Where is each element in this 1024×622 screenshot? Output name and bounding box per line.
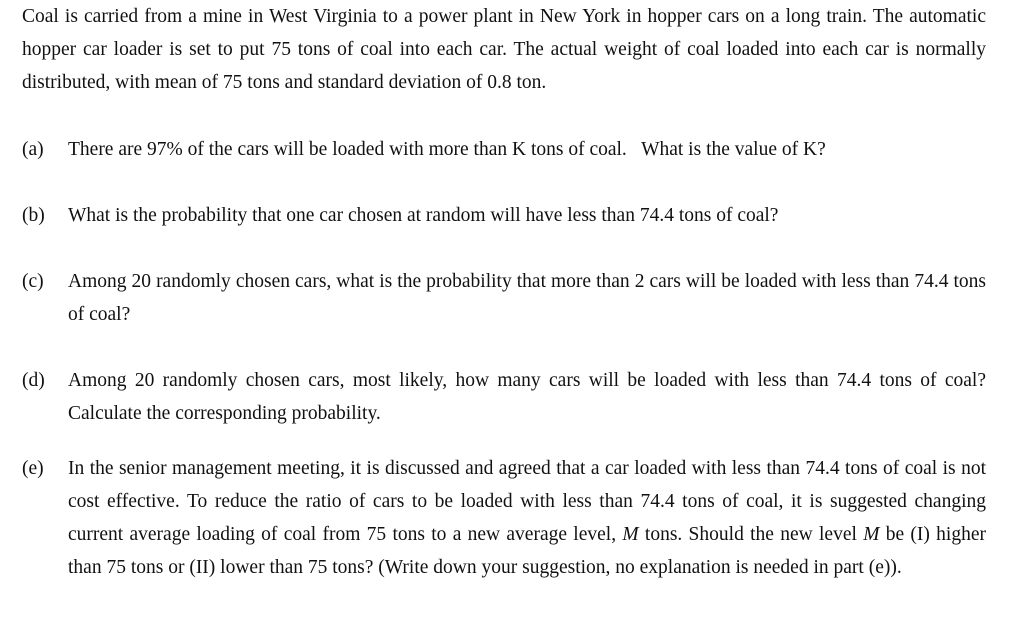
question-text: Among 20 randomly chosen cars, what is the probability that more than 2 cars will be loaded with less than 74.4 tons of coal? bbox=[68, 271, 986, 325]
variable-m: M bbox=[863, 524, 880, 545]
question-e bbox=[22, 452, 986, 584]
question-label: (d) bbox=[22, 370, 45, 391]
question-a bbox=[22, 133, 986, 166]
question-b bbox=[22, 199, 986, 232]
question-text-part: tons. Should the new level bbox=[638, 524, 864, 545]
question-text-part: In the senior management meeting, it is discussed and agreed that a car loaded with less than 74.4 tons of coal is not cost effective. To reduce the ratio of cars to be loaded with less than 74.4 tons of coal, it is suggested changing current average loading of coal from 75 tons to a new average level, bbox=[68, 458, 986, 545]
question-c bbox=[22, 265, 986, 331]
question-text bbox=[68, 452, 986, 584]
question-d bbox=[22, 364, 986, 430]
question-text-part: be (I) higher than 75 tons or (II) lower than 75 tons? (Write down your suggestion, no explanation is needed in part (e)). bbox=[68, 524, 986, 578]
question-label: (e) bbox=[22, 458, 44, 479]
question-label: (a) bbox=[22, 139, 44, 160]
question-text: There are 97% of the cars will be loaded with more than K tons of coal. What is the value of K? bbox=[68, 139, 826, 160]
question-text: What is the probability that one car chosen at random will have less than 74.4 tons of coal? bbox=[68, 205, 779, 226]
variable-m: M bbox=[622, 524, 639, 545]
question-label: (b) bbox=[22, 205, 45, 226]
problem-intro: Coal is carried from a mine in West Virginia to a power plant in New York in hopper cars on a long train. The automatic hopper car loader is set to put 75 tons of coal into each car. The actual weight of coal loaded into each car is normally distributed, with mean of 75 tons and standard deviation of 0.8 ton. bbox=[22, 6, 986, 93]
question-text: Among 20 randomly chosen cars, most likely, how many cars will be loaded with less than 74.4 tons of coal? Calculate the corresponding probability. bbox=[68, 370, 986, 424]
question-label: (c) bbox=[22, 271, 44, 292]
